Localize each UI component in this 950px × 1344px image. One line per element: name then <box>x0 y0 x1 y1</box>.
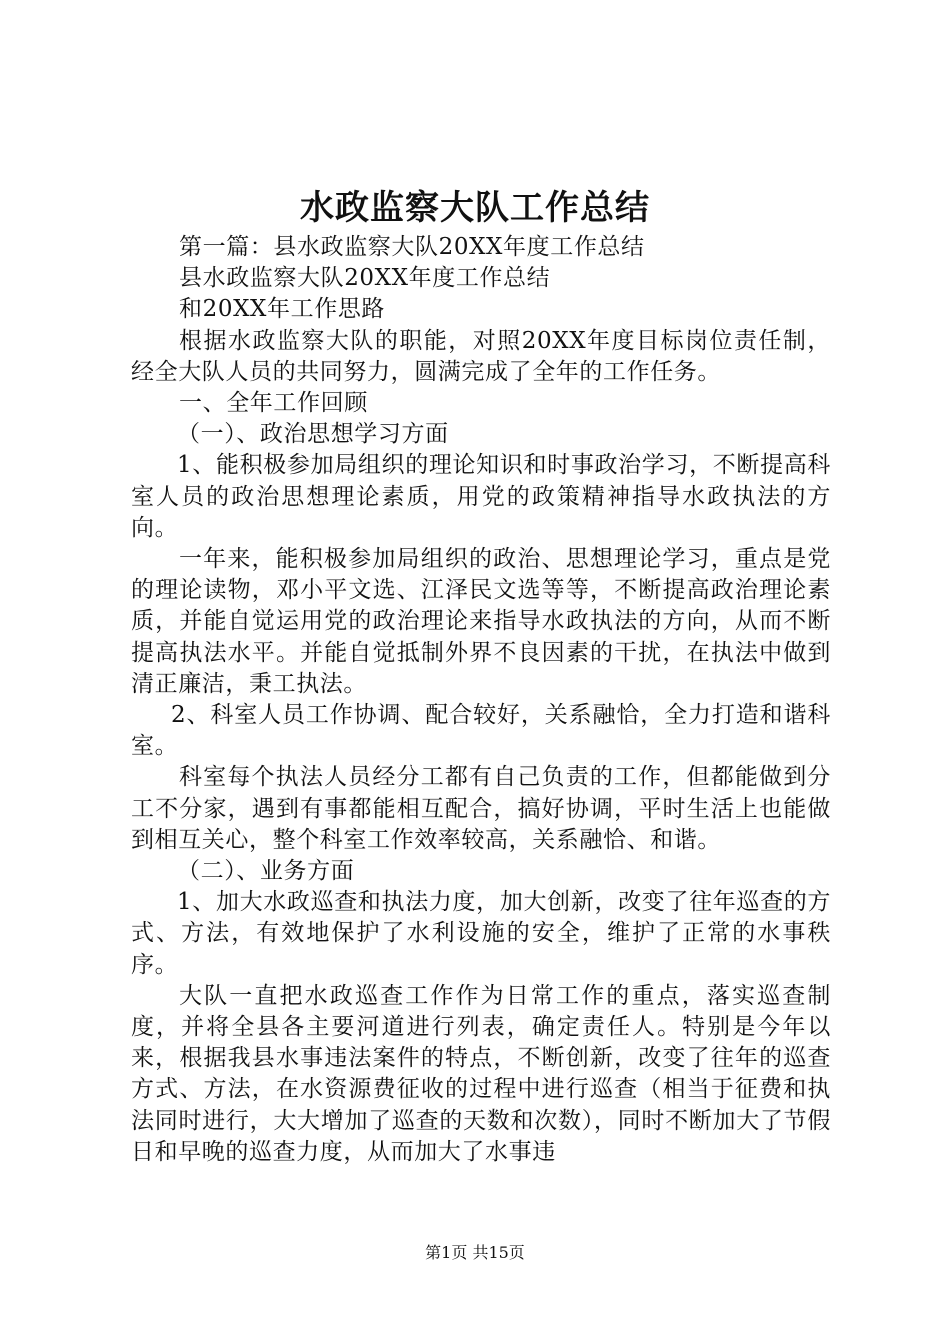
paragraph-patrol-detail: 大队一直把水政巡查工作作为日常工作的重点，落实巡查制度，并将全县各主要河道进行列表，确定责任人。特别是今年以来，根据我县水事违法案件的特点，不断创新，改变了往年的巡查方式、方法，在水资源费征收的过程中进行巡查（相当于征费和执法同时进行，大大增加了巡查的天数和次数），同时不断加大了节假日和早晚的巡查力度，从而加大了水事违 <box>131 982 831 1165</box>
paragraph-cooperation-detail: 科室每个执法人员经分工都有自己负责的工作，但都能做到分工不分家，遇到有事都能相互配合，搞好协调，平时生活上也能做到相互关心，整个科室工作效率较高，关系融恰、和谐。 <box>131 764 831 853</box>
paragraph-subtitle: 县水政监察大队20XX年度工作总结 <box>179 265 551 292</box>
paragraph-subtitle-cont: 和20XX年工作思路 <box>179 296 386 323</box>
document-body <box>131 232 831 1168</box>
section-heading-review: 一、全年工作回顾 <box>179 390 368 417</box>
paragraph-intro: 根据水政监察大队的职能，对照20XX年度目标岗位责任制，经全大队人员的共同努力，圆满完成了全年的工作任务。 <box>131 327 831 385</box>
page-footer: 第1页 共15页 <box>425 1243 525 1262</box>
paragraph-part-heading: 第一篇：县水政监察大队20XX年度工作总结 <box>179 234 645 260</box>
paragraph-item-2: 2、科室人员工作协调、配合较好，关系融恰，全力打造和谐科室。 <box>131 702 831 760</box>
subsection-heading-business: （二）、业务方面 <box>177 858 355 885</box>
paragraph-item-1: 1、能积极参加局组织的理论知识和时事政治学习，不断提高科室人员的政治思想理论素质，用党的政策精神指导水政执法的方向。 <box>131 452 831 541</box>
document-title: 水政监察大队工作总结 <box>300 188 650 228</box>
paragraph-business-item-1: 1、加大水政巡查和执法力度，加大创新，改变了往年巡查的方式、方法，有效地保护了水利设施的安全，维护了正常的水事秩序。 <box>131 889 831 978</box>
subsection-heading-politics: （一）、政治思想学习方面 <box>177 421 449 448</box>
paragraph-politics-detail: 一年来，能积极参加局组织的政治、思想理论学习，重点是党的理论读物，邓小平文选、江泽民文选等等，不断提高政治理论素质，并能自觉运用党的政治理论来指导水政执法的方向，从而不断提高执法水平。并能自觉抵制外界不良因素的干扰，在执法中做到清正廉洁，秉工执法。 <box>131 546 831 697</box>
